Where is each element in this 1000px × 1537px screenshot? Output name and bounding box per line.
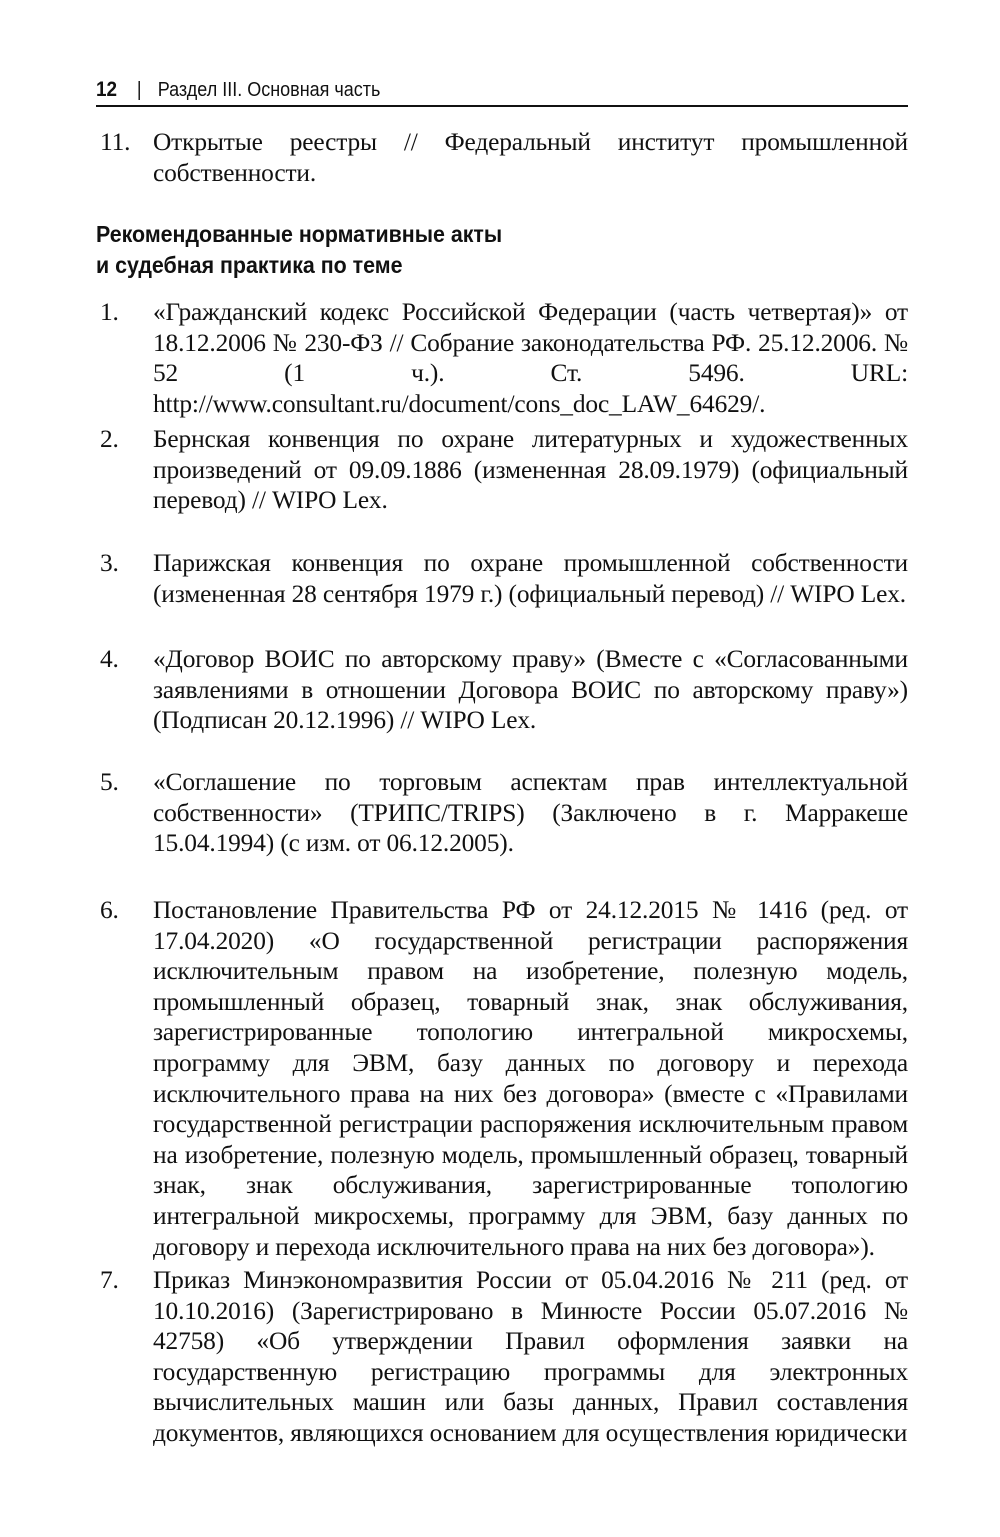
act-item-5 — [100, 767, 908, 859]
act-item-3 — [100, 548, 908, 609]
act-item-7 — [100, 1265, 908, 1449]
act-number: 1. — [100, 298, 119, 326]
list-item-11 — [100, 127, 908, 188]
list-item-text: Открытые реестры // Федеральный институт промышленной собственности. — [153, 128, 908, 187]
act-item-2 — [100, 424, 908, 516]
act-number: 6. — [100, 896, 119, 924]
list-item-number: 11. — [100, 128, 131, 156]
section-heading — [96, 219, 747, 281]
act-number: 5. — [100, 768, 119, 796]
act-text: Бернская конвенция по охране литературных и художественных произведений от 09.09.1886 (измененная 28.09.1979) (официальный перевод) // WIPO Lex. — [153, 425, 908, 515]
act-item-1 — [100, 297, 908, 419]
act-text: Постановление Правительства РФ от 24.12.2015 № 1416 (ред. от 17.04.2020) «О государственной регистрации распоряжения исключительным правом на изобретение, полезную модель, промышленный образец, товарный знак, знак обслуживания, зарегистрированные топологию интегральной микросхемы, программу для ЭВМ, базу данных по договору и перехода исключительного права на них без договора» (вместе с «Правилами государственной регистрации распоряжения исключительным правом на изобретение, полезную модель, промышленный образец, товарный знак, знак обслуживания, зарегистрированные топологию интегральной микросхемы, программу для ЭВМ, базу данных по договору и перехода исключительного права на них без договора»). — [153, 896, 908, 1261]
section-heading-line-2: и судебная практика по теме — [96, 252, 403, 278]
section-heading-line-1: Рекомендованные нормативные акты — [96, 221, 503, 247]
header-rule — [96, 105, 908, 107]
act-text: Приказ Минэкономразвития России от 05.04.2016 № 211 (ред. от 10.10.2016) (Зарегистрировано в Минюсте России 05.07.2016 № 42758) «Об утверждении Правил оформления заявки на государственную регистрацию программы для электронных вычислительных машин или базы данных, Правил составления документов, являющихся основанием для осуществления юридически — [153, 1266, 908, 1447]
act-number: 2. — [100, 425, 119, 453]
act-number: 3. — [100, 549, 119, 577]
page-number: 12 — [96, 78, 118, 101]
act-text: «Договор ВОИС по авторскому праву» (Вместе с «Согласованными заявлениями в отношении Договора ВОИС по авторскому праву») (Подписан 20.12.1996) // WIPO Lex. — [153, 645, 908, 735]
act-text: Парижская конвенция по охране промышленной собственности (измененная 28 сентября 1979 г.) (официальный перевод) // WIPO Lex. — [153, 549, 908, 608]
act-number: 4. — [100, 645, 119, 673]
act-item-4 — [100, 644, 908, 736]
act-text: «Соглашение по торговым аспектам прав интеллектуальной собственности» (ТРИПС/TRIPS) (Заключено в г. Марракеше 15.04.1994) (с изм. от 06.12.2005). — [153, 768, 908, 858]
act-text: «Гражданский кодекс Российской Федерации (часть четвертая)» от 18.12.2006 № 230-ФЗ // Собрание законодательства РФ. 25.12.2006. № 52 (1 ч.). Ст. 5496. URL: http://www.consultant.ru/document/cons_doc_LAW_64629/. — [153, 298, 908, 418]
running-head-title: Раздел III. Основная часть — [157, 79, 381, 101]
running-head-separator: | — [136, 79, 142, 101]
act-number: 7. — [100, 1266, 119, 1294]
act-item-6 — [100, 895, 908, 1262]
